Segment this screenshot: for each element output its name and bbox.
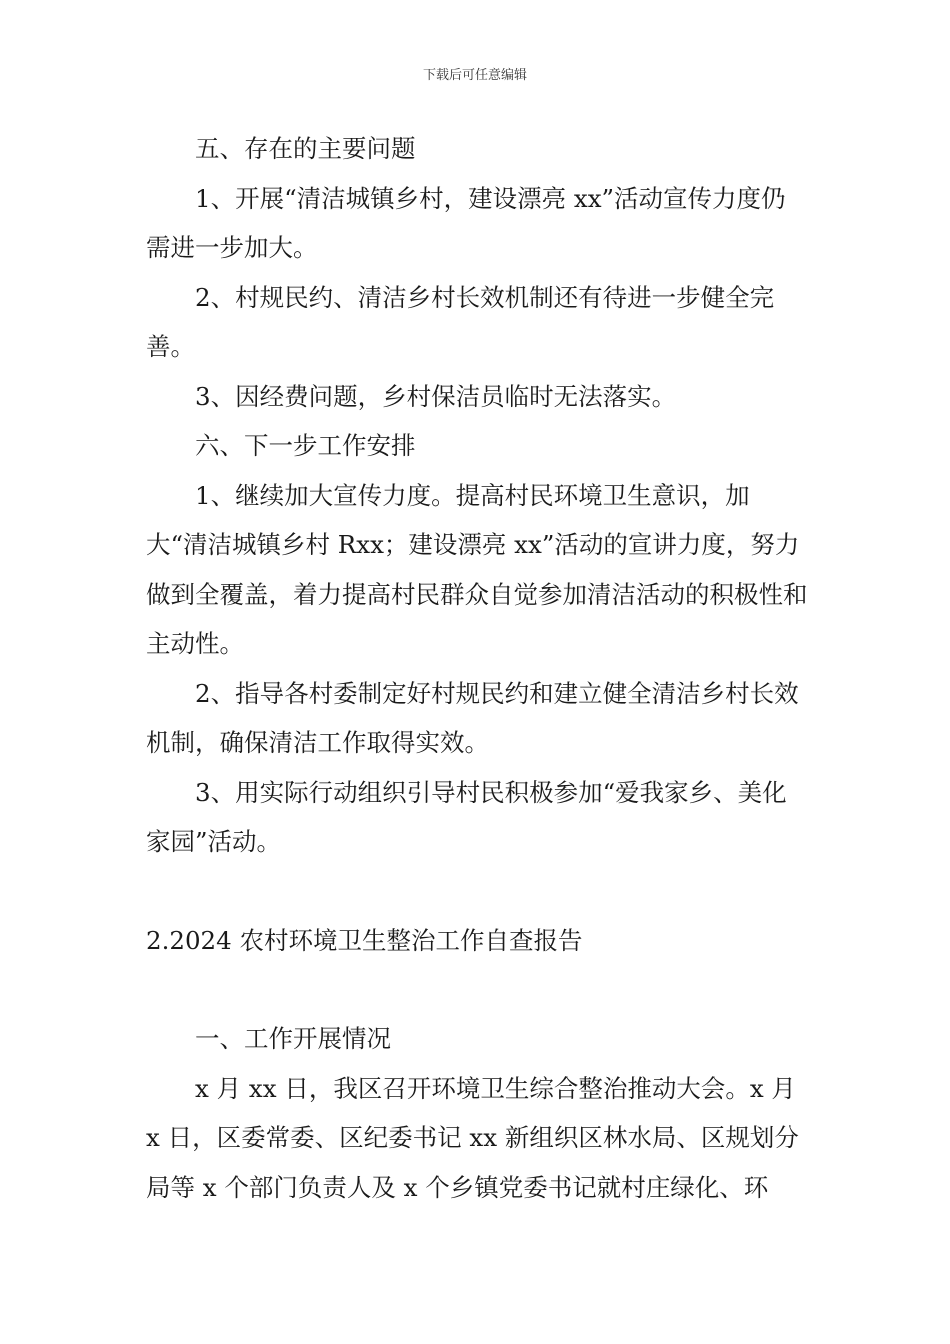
problem-item-1: 1、开展“清洁城镇乡村，建设漂亮 xx”活动宣传力度仍需进一步加大。 bbox=[146, 183, 786, 262]
report-title: 2.2024 农村环境卫生整治工作自查报告 bbox=[146, 925, 583, 955]
next-step-item-2: 2、指导各村委制定好村规民约和建立健全清洁乡村长效机制，确保清洁工作取得实效。 bbox=[146, 678, 799, 757]
section-heading-problems: 五、存在的主要问题 bbox=[195, 134, 416, 163]
next-step-item-1: 1、继续加大宣传力度。提高村民环境卫生意识，加大“清洁城镇乡村 Rxx；建设漂亮 xx”活动的宣讲力度，努力做到全覆盖，着力提高村民群众自觉参加清洁活动的积极性和主动性。 bbox=[146, 480, 808, 658]
problem-item-2: 2、村规民约、清洁乡村长效机制还有待进一步健全完善。 bbox=[146, 282, 775, 361]
problem-item-3: 3、因经费问题，乡村保洁员临时无法落实。 bbox=[195, 381, 677, 411]
document-body bbox=[146, 124, 810, 1212]
next-step-item-3: 3、用实际行动组织引导村民积极参加“爱我家乡、美化家园”活动。 bbox=[146, 777, 787, 856]
page-header-note: 下载后可任意编辑 bbox=[422, 68, 527, 83]
section-heading-next-steps: 六、下一步工作安排 bbox=[195, 431, 416, 460]
work-status-paragraph: x 月 xx 日，我区召开环境卫生综合整治推动大会。x 月 x 日，区委常委、区纪委书记 xx 新组织区林水局、区规划分局等 x 个部门负责人及 x 个乡镇党委书记就村庄绿化、环 bbox=[146, 1073, 799, 1202]
section-heading-work-status: 一、工作开展情况 bbox=[195, 1024, 391, 1053]
